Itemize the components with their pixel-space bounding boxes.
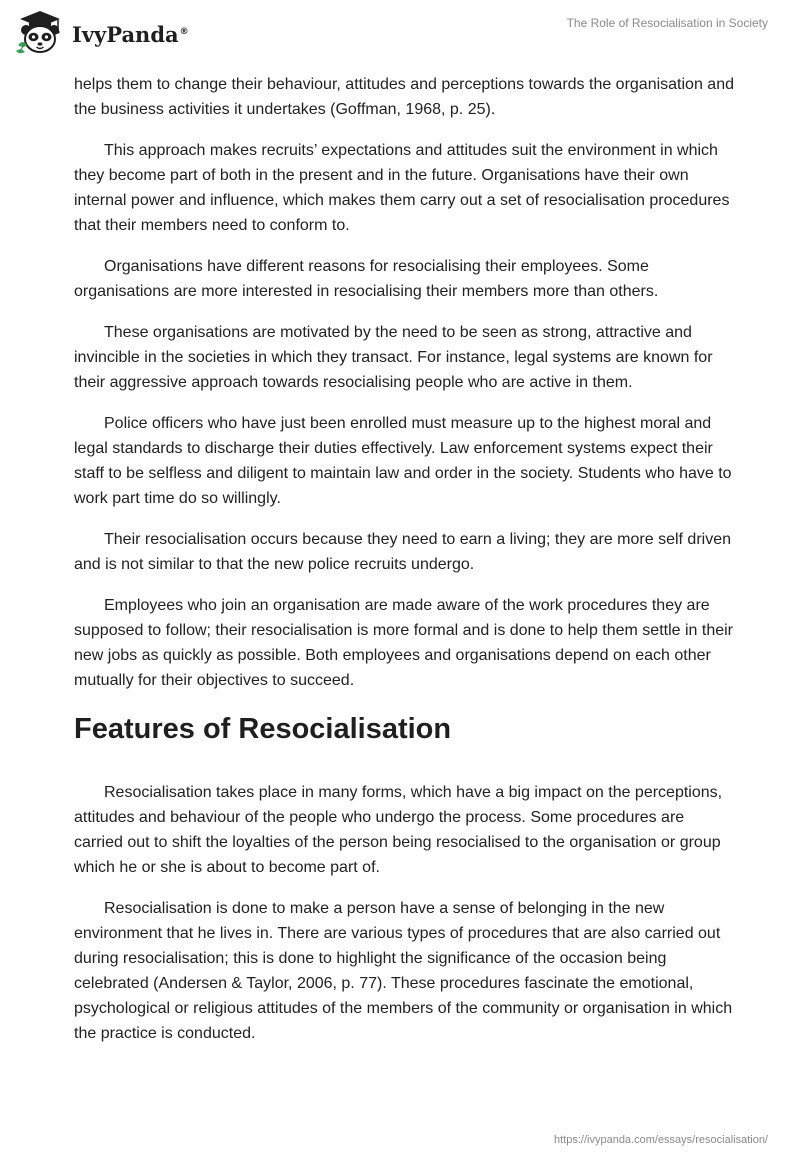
paragraph: This approach makes recruits’ expectations and attitudes suit the environment in which they become part of both in the present and in the future. Organisations have their own internal power and influence, which makes them carry out a set of resocialisation procedures that their members need to conform to. [74, 142, 730, 234]
paragraph: Police officers who have just been enrolled must measure up to the highest moral and legal standards to discharge their duties effectively. Law enforcement systems expect their staff to be selfless and diligent to maintain law and order in the society. Students who have to work part time do so willingly. [74, 415, 732, 507]
page-header [0, 0, 800, 64]
document-title: The Role of Resocialisation in Society [566, 16, 768, 30]
panda-graduate-icon [14, 9, 66, 55]
source-url[interactable]: https://ivypanda.com/essays/resocialisation/ [554, 1134, 768, 1146]
paragraph: Resocialisation takes place in many forms, which have a big impact on the perceptions, attitudes and behaviour of the people who undergo the process. Some procedures are carried out to shift the loyalties of the person being resocialised to the organisation or group which he or she is about to become part of. [74, 784, 723, 876]
paragraph: Employees who join an organisation are made aware of the work procedures they are supposed to follow; their resocialisation is more formal and is done to help them settle in their new jobs as quickly as possible. Both employees and organisations depend on each other mutually for their objectives to succeed. [74, 597, 734, 689]
ivypanda-logo[interactable] [14, 9, 189, 55]
essay-body [74, 72, 734, 1062]
paragraph: Their resocialisation occurs because they need to earn a living; they are more self driven and is not similar to that the new police recruits undergo. [74, 531, 731, 573]
paragraph: Organisations have different reasons for resocialising their employees. Some organisations are more interested in resocialising their members more than others. [74, 258, 659, 300]
paragraph: Resocialisation is done to make a person have a sense of belonging in the new environment that he lives in. There are various types of procedures that are also carried out during resocialisation; this is done to highlight the significance of the occasion being celebrated (Andersen & Taylor, 2006, p. 77). These procedures fascinate the emotional, psychological or religious attitudes of the members of the community or organisation in which the practice is conducted. [74, 900, 733, 1042]
logo-wordmark: IvyPanda® [72, 21, 189, 47]
paragraph: helps them to change their behaviour, attitudes and perceptions towards the organisation and the business activities it undertakes (Goffman, 1968, p. 25). [74, 76, 734, 118]
section-heading: Features of Resocialisation [74, 713, 452, 745]
paragraph: These organisations are motivated by the need to be seen as strong, attractive and invincible in the societies in which they transact. For instance, legal systems are known for their aggressive approach towards resocialising people who are active in them. [74, 324, 713, 391]
